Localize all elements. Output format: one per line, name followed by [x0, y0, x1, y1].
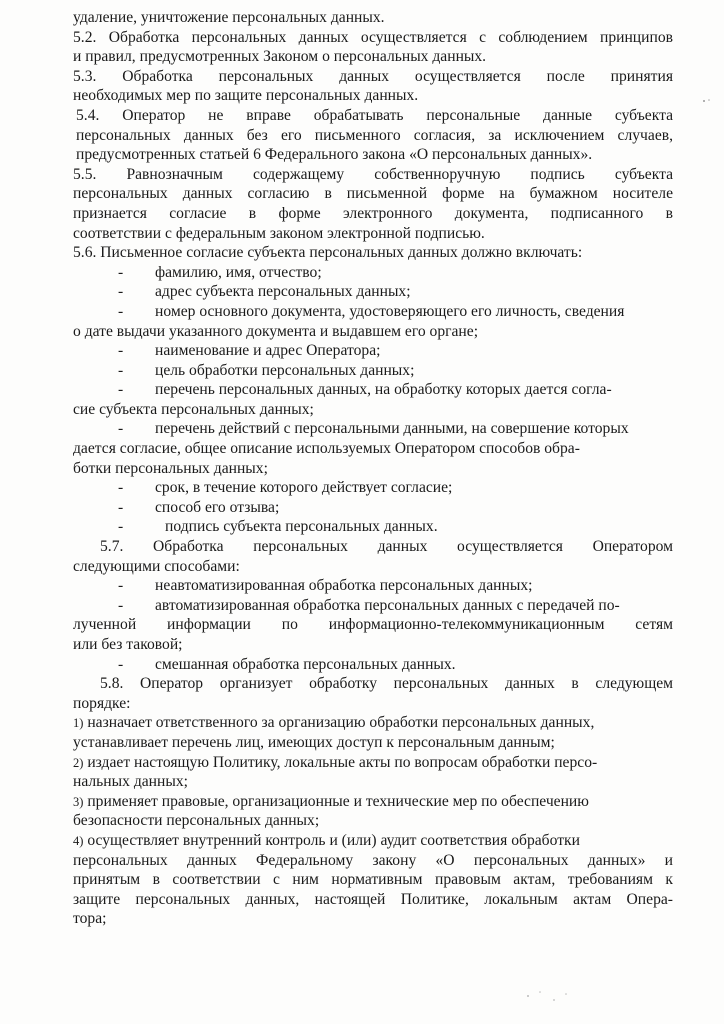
- paragraph-5-4-line: предусмотренных статьей 6 Федерального закона «О персональных данных».: [76, 146, 593, 164]
- numbered-item: [73, 753, 673, 773]
- paragraph-5-5-line: 5.5. Равнозначным содержащему собственноручную подпись субъекта: [73, 165, 673, 183]
- scan-speck-icon: [700, 96, 714, 106]
- list-item: [73, 517, 673, 537]
- list-item-text: смешанная обработка персональных данных.: [155, 655, 456, 673]
- document-body: [73, 8, 673, 929]
- list-item-text: наименование и адрес Оператора;: [155, 342, 381, 360]
- dash-marker: -: [118, 596, 124, 614]
- list-item: [73, 478, 673, 498]
- list-item-text: срок, в течение которого действует согласие;: [155, 479, 453, 497]
- dash-marker: -: [118, 263, 124, 281]
- paragraph-5-4-line: персональных данных без его письменного согласия, за исключением случаев,: [76, 126, 673, 144]
- item-number: 1): [73, 716, 84, 731]
- dash-marker: -: [118, 518, 124, 536]
- numbered-item-continuation: принятым в соответствии с ним нормативным правовым актам, требованиям к: [73, 871, 673, 889]
- item-number: 3): [73, 794, 84, 809]
- list-item: [73, 655, 673, 675]
- paragraph-5-4-line: 5.4. Оператор не вправе обрабатывать персональные данные субъекта: [76, 106, 673, 124]
- paragraph-5-3-line: 5.3. Обработка персональных данных осуществляется после принятия: [73, 67, 673, 85]
- list-item: [73, 263, 673, 283]
- paragraph-5-8-line: 5.8. Оператор организует обработку персональных данных в следующем: [100, 675, 673, 693]
- dash-marker: -: [118, 283, 124, 301]
- dash-marker: -: [118, 361, 124, 379]
- list-item: [73, 419, 673, 439]
- list-item-continuation: о дате выдачи указанного документа и выдавшем его органе;: [73, 322, 479, 340]
- list-item-continuation: лученной информации по информационно-телекоммуникационным сетям: [73, 616, 673, 634]
- list-item-text: фамилию, имя, отчество;: [155, 263, 322, 281]
- numbered-item-continuation: тора;: [73, 910, 107, 928]
- numbered-item-text: применяет правовые, организационные и технические мер по обеспечению: [87, 792, 589, 810]
- numbered-item-text: осуществляет внутренний контроль и (или) аудит соответствия обработки: [87, 831, 580, 849]
- list-item: [73, 576, 673, 596]
- paragraph-5-2-line: и правил, предусмотренных Законом о персональных данных.: [73, 48, 487, 66]
- list-item: [73, 498, 673, 518]
- paragraph-5-2-line: 5.2. Обработка персональных данных осуществляется с соблюдением принципов: [73, 28, 673, 46]
- dash-marker: -: [118, 498, 124, 516]
- item-number: 4): [73, 833, 84, 848]
- paragraph-5-5-line: персональных данных согласию в письменной форме на бумажном носителе: [73, 185, 673, 203]
- list-item: [73, 380, 673, 400]
- paragraph-5-3-line: необходимых мер по защите персональных данных.: [73, 87, 419, 105]
- list-item: [73, 302, 673, 322]
- list-item-text: цель обработки персональных данных;: [155, 361, 415, 379]
- text-line: удаление, уничтожение персональных данных.: [73, 9, 385, 26]
- paragraph-5-5-line: соответствии с федеральным законом электронной подписью.: [73, 224, 485, 242]
- paragraph-5-5-line: признается согласие в форме электронного документа, подписанного в: [73, 204, 673, 222]
- paragraph-5-7-line: следующими способами:: [73, 557, 240, 575]
- list-item-continuation: ботки персональных данных;: [73, 459, 268, 477]
- numbered-item-text: издает настоящую Политику, локальные акты по вопросам обработки персо-: [87, 753, 598, 771]
- list-item-text: автоматизированная обработка персональных данных с передачей по-: [155, 596, 620, 614]
- dash-marker: -: [118, 381, 124, 399]
- numbered-item-continuation: безопасности персональных данных;: [73, 812, 320, 830]
- dash-marker: -: [118, 342, 124, 360]
- list-item-text: способ его отзыва;: [155, 498, 280, 516]
- dash-marker: -: [118, 479, 124, 497]
- list-item-text: перечень персональных данных, на обработку которых дается согла-: [155, 381, 612, 399]
- paragraph-5-6-line: 5.6. Письменное согласие субъекта персональных данных должно включать:: [73, 244, 583, 262]
- list-item-text: подпись субъекта персональных данных.: [165, 518, 438, 536]
- numbered-item-continuation: нальных данных;: [73, 773, 188, 791]
- paragraph-5-8-line: порядке:: [73, 694, 131, 712]
- list-item-continuation: или без таковой;: [73, 636, 183, 653]
- list-item: [73, 282, 673, 302]
- list-item: [73, 596, 673, 616]
- dash-marker: -: [118, 302, 124, 320]
- list-item: [73, 341, 673, 361]
- numbered-item: [73, 713, 673, 733]
- dash-marker: -: [118, 577, 124, 595]
- list-item-text: адрес субъекта персональных данных;: [155, 283, 411, 301]
- list-item-continuation: дается согласие, общее описание используемых Оператором способов обра-: [73, 440, 580, 458]
- numbered-item: [73, 792, 673, 812]
- list-item-text: неавтоматизированная обработка персональных данных;: [155, 577, 533, 595]
- scan-speck-icon: [520, 984, 580, 1008]
- dash-marker: -: [118, 655, 124, 673]
- list-item-text: перечень действий с персональными данными, на совершение которых: [155, 420, 629, 438]
- list-item-continuation: сие субъекта персональных данных;: [73, 400, 314, 418]
- numbered-item-continuation: защите персональных данных, настоящей Политике, локальным актам Опера-: [73, 890, 673, 908]
- numbered-item-text: назначает ответственного за организацию обработки персональных данных,: [87, 714, 595, 732]
- list-item-text: номер основного документа, удостоверяющего его личность, сведения: [155, 302, 625, 320]
- list-item: [73, 361, 673, 381]
- paragraph-5-7-line: 5.7. Обработка персональных данных осуществляется Оператором: [100, 538, 673, 556]
- numbered-item-continuation: устанавливает перечень лиц, имеющих доступ к персональным данным;: [73, 733, 555, 751]
- item-number: 2): [73, 755, 84, 770]
- numbered-item: [73, 831, 673, 851]
- numbered-item-continuation: персональных данных Федеральному закону «О персональных данных» и: [73, 851, 673, 869]
- dash-marker: -: [118, 420, 124, 438]
